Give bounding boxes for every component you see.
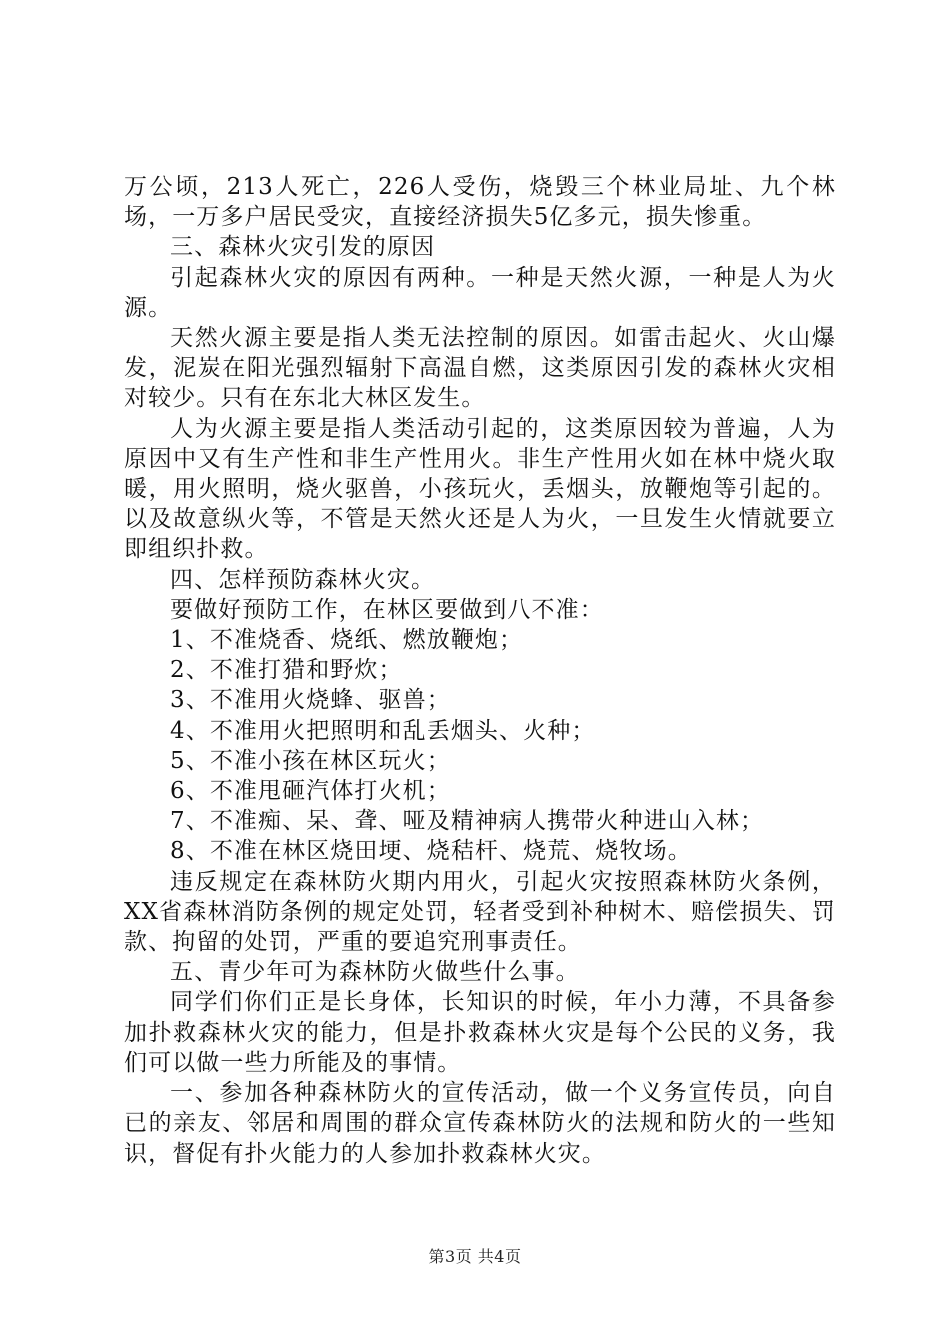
paragraph: 8、不准在林区烧田埂、烧秸杆、烧荒、烧牧场。 xyxy=(170,838,692,865)
paragraph: 天然火源主要是指人类无法控制的原因。如雷击起火、火山爆发，泥炭在阳光强烈辐射下高温自燃，这类原因引发的森林火灾相对较少。只有在东北大林区发生。 xyxy=(124,325,836,412)
page-footer: 第3页 共4页 xyxy=(428,1247,522,1266)
paragraph: 三、森林火灾引发的原因 xyxy=(170,234,436,261)
paragraph: 引起森林火灾的原因有两种。一种是天然火源，一种是人为火源。 xyxy=(124,264,836,321)
paragraph: 4、不准用火把照明和乱丢烟头、火种； xyxy=(170,717,596,744)
paragraph: 6、不准甩砸汽体打火机； xyxy=(170,778,451,805)
paragraph: 违反规定在森林防火期内用火，引起火灾按照森林防火条例，XX省森林消防条例的规定处罚，轻者受到补种树木、赔偿损失、罚款、拘留的处罚，严重的要追究刑事责任。 xyxy=(124,868,836,956)
paragraph: 3、不准用火烧蜂、驱兽； xyxy=(170,687,451,714)
paragraph: 要做好预防工作，在林区要做到八不准： xyxy=(170,596,604,623)
paragraph: 同学们你们正是长身体，长知识的时候，年小力薄，不具备参加扑救森林火灾的能力，但是扑救森林火灾是每个公民的义务，我们可以做一些力所能及的事情。 xyxy=(124,989,836,1076)
paragraph: 2、不准打猎和野炊； xyxy=(170,657,403,684)
paragraph: 五、青少年可为森林防火做些什么事。 xyxy=(170,959,580,986)
paragraph: 7、不准痴、呆、聋、哑及精神病人携带火种进山入林； xyxy=(170,808,765,835)
paragraph: 万公顷，213人死亡，226人受伤，烧毁三个林业局址、九个林场，一万多户居民受灾，直接经济损失5亿多元，损失惨重。 xyxy=(124,174,836,231)
paragraph: 人为火源主要是指人类活动引起的，这类原因较为普遍，人为原因中又有生产性和非生产性用火。非生产性用火如在林中烧火取暖，用火照明，烧火驱兽，小孩玩火，丢烟头，放鞭炮等引起的。以及故意纵火等，不管是天然火还是人为火，一旦发生火情就要立即组织扑救。 xyxy=(124,415,836,563)
paragraph: 四、怎样预防森林火灾。 xyxy=(170,566,436,593)
paragraph: 5、不准小孩在林区玩火； xyxy=(170,747,451,774)
paragraph: 一、参加各种森林防火的宣传活动，做一个义务宣传员，向自已的亲友、邻居和周围的群众宣传森林防火的法规和防火的一些知识，督促有扑火能力的人参加扑救森林火灾。 xyxy=(124,1080,836,1167)
paragraph: 1、不准烧香、烧纸、燃放鞭炮； xyxy=(170,627,524,654)
document-body xyxy=(124,172,836,1169)
